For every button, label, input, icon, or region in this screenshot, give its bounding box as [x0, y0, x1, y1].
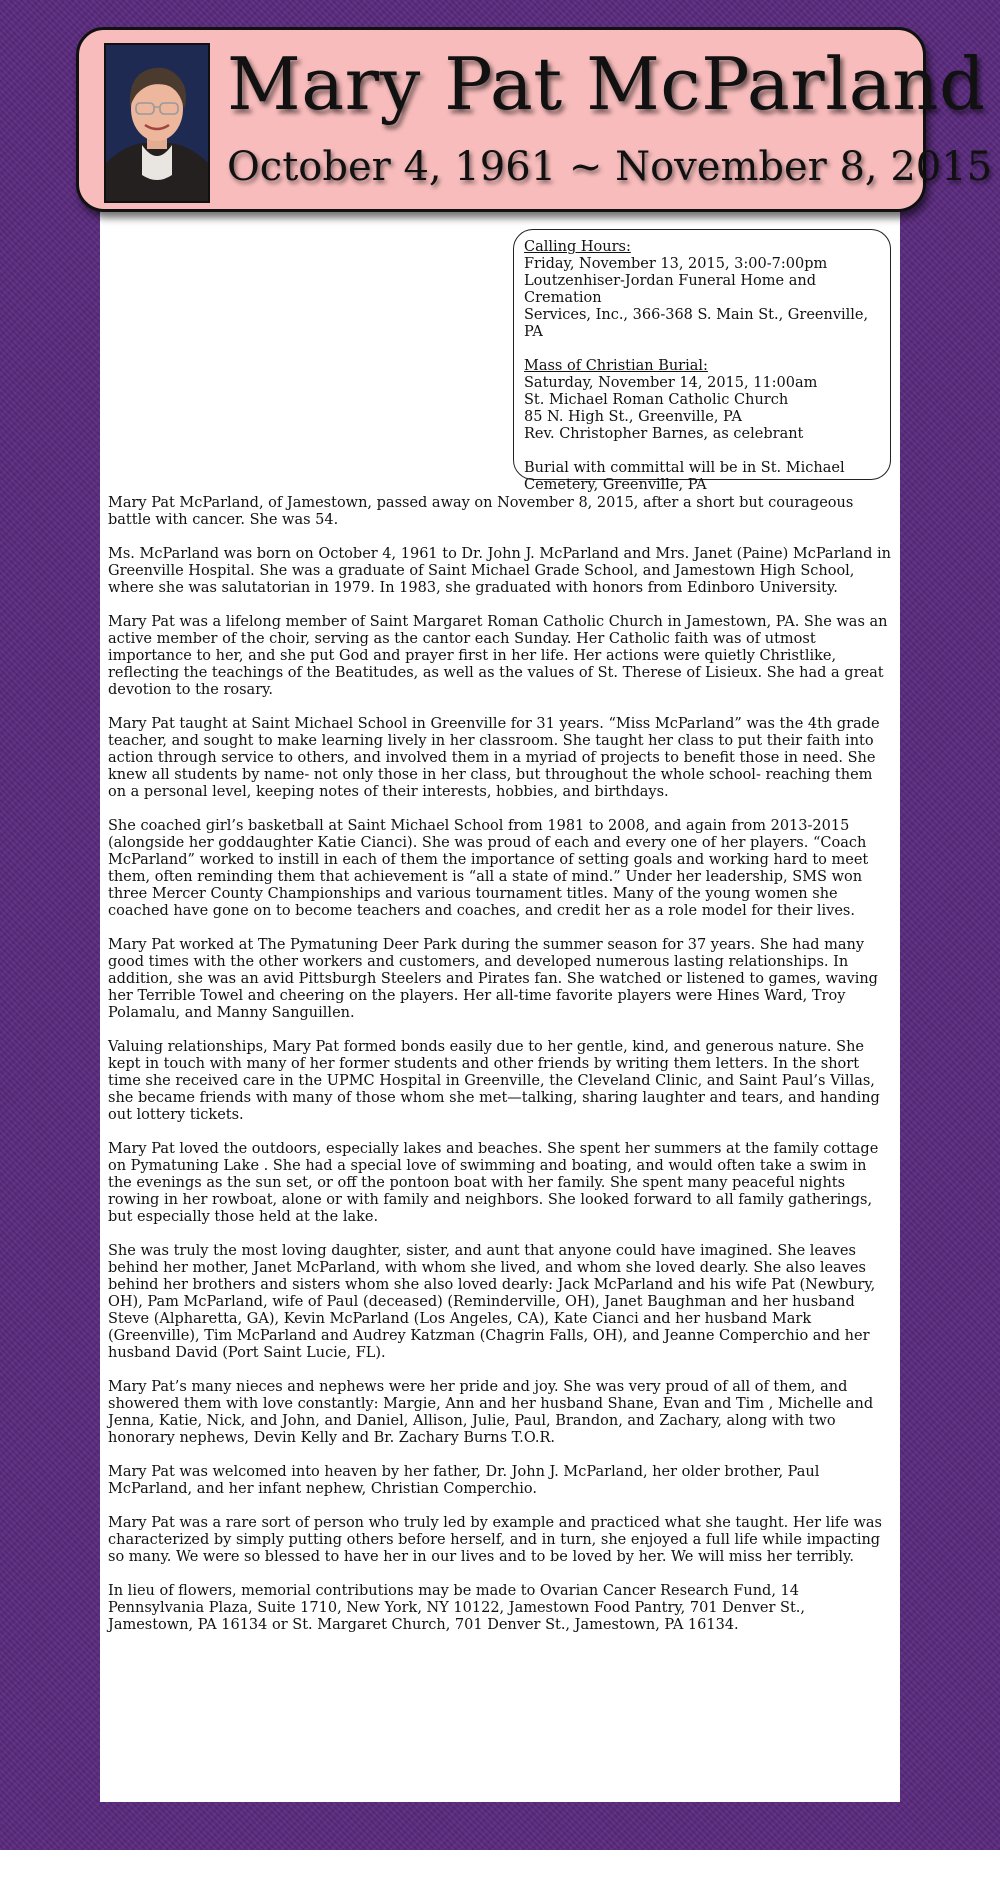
- calling-hours-line: Services, Inc., 366-368 S. Main St., Greenville, PA: [524, 307, 869, 340]
- burial-line: Cemetery, Greenville, PA: [524, 477, 707, 493]
- life-dates: October 4, 1961 ~ November 8, 2015: [227, 144, 993, 190]
- portrait-photo: [104, 43, 210, 203]
- obituary-paragraph: In lieu of flowers, memorial contributions may be made to Ovarian Cancer Research Fund, 14 Pennsylvania Plaza, Suite 1710, New York, NY 10122, Jamestown Food Pantry, 701 Denver St., Jamestown, PA 16134 or St. Margaret Church, 701 Denver St., Jamestown, PA 16134.: [108, 1583, 805, 1633]
- services-info-box: [513, 229, 891, 493]
- mass-line: St. Michael Roman Catholic Church: [524, 392, 789, 408]
- obituary-paragraph: Mary Pat McParland, of Jamestown, passed away on November 8, 2015, after a short but courageous battle with cancer. She was 54.: [108, 495, 854, 528]
- obituary-paragraph: She coached girl’s basketball at Saint Michael School from 1981 to 2008, and again from 2013-2015 (alongside her goddaughter Katie Cianci). She was proud of each and every one of her players. “Coach McParland” worked to instill in each of them the importance of setting goals and working hard to meet them, often reminding them that achievement is “all a state of mind.” Under her leadership, SMS won three Mercer County Championships and various tournament titles. Many of the young women she coached have gone on to become teachers and coaches, and credit her as a role model for their lives.: [108, 818, 869, 919]
- obituary-paragraph: Mary Pat was a rare sort of person who truly led by example and practiced what she taught. Her life was characterized by simply putting others before herself, and in turn, she enjoyed a full life while impacting so many. We were so blessed to have her in our lives and to be loved by her. We will miss her terribly.: [108, 1515, 882, 1565]
- mass-line: Saturday, November 14, 2015, 11:00am: [524, 375, 818, 391]
- obituary-text: [108, 495, 892, 1651]
- header-banner: [76, 27, 993, 212]
- obituary-paragraph: Mary Pat was welcomed into heaven by her father, Dr. John J. McParland, her older brother, Paul McParland, and her infant nephew, Christian Comperchio.: [108, 1464, 820, 1497]
- calling-hours-line: Loutzenhiser-Jordan Funeral Home and Cremation: [524, 273, 816, 306]
- decedent-name: Mary Pat McParland: [227, 42, 986, 126]
- obituary-paragraph: She was truly the most loving daughter, sister, and aunt that anyone could have imagined. She leaves behind her mother, Janet McParland, with whom she lived, and whom she loved dearly. She also leaves behind her brothers and sisters whom she also loved dearly: Jack McParland and his wife Pat (Newbury, OH), Pam McParland, wife of Paul (deceased) (Reminderville, OH), Janet Baughman and her husband Steve (Alpharetta, GA), Kevin McParland (Los Angeles, CA), Kate Cianci and her husband Mark (Greenville), Tim McParland and Audrey Katzman (Chagrin Falls, OH), and Jeanne Comperchio and her husband David (Port Saint Lucie, FL).: [108, 1243, 876, 1361]
- obituary-paragraph: Mary Pat taught at Saint Michael School in Greenville for 31 years. “Miss McParland” was the 4th grade teacher, and sought to make learning lively in her classroom. She taught her class to put their faith into action through service to others, and involved them in a myriad of projects to benefit those in need. She knew all students by name- not only those in her class, but throughout the whole school- reaching them on a personal level, keeping notes of their interests, hobbies, and birthdays.: [108, 716, 880, 800]
- calling-hours-line: Friday, November 13, 2015, 3:00-7:00pm: [524, 256, 828, 272]
- obituary-paragraph: Valuing relationships, Mary Pat formed bonds easily due to her gentle, kind, and generous nature. She kept in touch with many of her former students and other friends by writing them letters. In the short time she received care in the UPMC Hospital in Greenville, the Cleveland Clinic, and Saint Paul’s Villas, she became friends with many of those whom she met—talking, sharing laughter and tears, and handing out lottery tickets.: [108, 1039, 880, 1123]
- mass-line: Rev. Christopher Barnes, as celebrant: [524, 426, 804, 442]
- calling-hours-heading: Calling Hours:: [524, 239, 631, 255]
- mass-line: 85 N. High St., Greenville, PA: [524, 409, 742, 425]
- burial-line: Burial with committal will be in St. Michael: [524, 460, 845, 476]
- obituary-paragraph: Mary Pat was a lifelong member of Saint Margaret Roman Catholic Church in Jamestown, PA. She was an active member of the choir, serving as the cantor each Sunday. Her Catholic faith was of utmost importance to her, and she put God and prayer first in her life. Her actions were quietly Christlike, reflecting the teachings of the Beatitudes, as well as the values of St. Therese of Lisieux. She had a great devotion to the rosary.: [108, 614, 888, 698]
- obituary-paragraph: Mary Pat worked at The Pymatuning Deer Park during the summer season for 37 years. She had many good times with the other workers and customers, and developed numerous lasting relationships. In addition, she was an avid Pittsburgh Steelers and Pirates fan. She watched or listened to games, waving her Terrible Towel and cheering on the players. Her all-time favorite players were Hines Ward, Troy Polamalu, and Manny Sanguillen.: [108, 937, 878, 1021]
- obituary-paragraph: Mary Pat loved the outdoors, especially lakes and beaches. She spent her summers at the family cottage on Pymatuning Lake . She had a special love of swimming and boating, and would often take a swim in the evenings as the sun set, or off the pontoon boat with her family. She spent many peaceful nights rowing in her rowboat, alone or with family and neighbors. She looked forward to all family gatherings, but especially those held at the lake.: [108, 1141, 879, 1225]
- obituary-paragraph: Ms. McParland was born on October 4, 1961 to Dr. John J. McParland and Mrs. Janet (Paine) McParland in Greenville Hospital. She was a graduate of Saint Michael Grade School, and Jamestown High School, where she was salutatorian in 1979. In 1983, she graduated with honors from Edinboro University.: [108, 546, 891, 596]
- mass-heading: Mass of Christian Burial:: [524, 358, 708, 374]
- obituary-paragraph: Mary Pat’s many nieces and nephews were her pride and joy. She was very proud of all of them, and showered them with love constantly: Margie, Ann and her husband Shane, Evan and Tim , Michelle and Jenna, Katie, Nick, and John, and Daniel, Allison, Julie, Paul, Brandon, and Zachary, along with two honorary nephews, Devin Kelly and Br. Zachary Burns T.O.R.: [108, 1379, 874, 1446]
